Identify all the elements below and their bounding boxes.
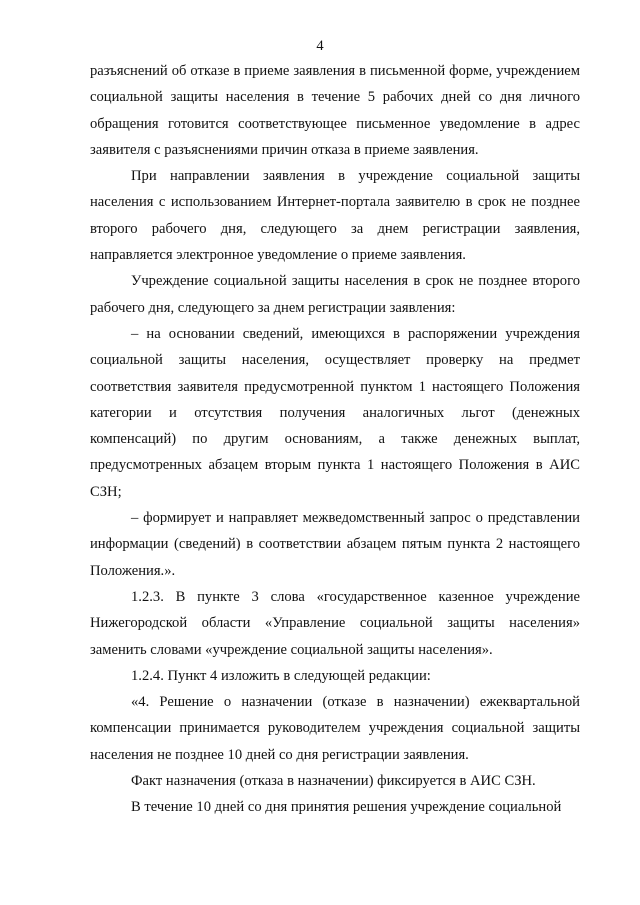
paragraph-internet-portal: При направлении заявления в учреждение социальной защиты населения с использованием Интернет-портала заявителю в срок не позднее второго рабочего дня, следующего за днем регистрации заявления, направляется электронное уведомление о приеме заявления. <box>90 168 580 264</box>
paragraph-decision-point-4: «4. Решение о назначении (отказе в назначении) ежеквартальной компенсации принимается руководителем учреждения социальной защиты населения не позднее 10 дней со дня регистрации заявления. <box>90 694 580 763</box>
document-body <box>90 58 580 821</box>
paragraph-clause-1-2-4: 1.2.4. Пункт 4 изложить в следующей редакции: <box>131 667 431 684</box>
paragraph-institution-deadline: Учреждение социальной защиты населения в срок не позднее второго рабочего дня, следующего за днем регистрации заявления: <box>90 273 580 316</box>
page-number: 4 <box>316 38 324 54</box>
paragraph-within-10-days: В течение 10 дней со дня принятия решения учреждение социальной <box>131 799 562 816</box>
list-item-interagency-request: – формирует и направляет межведомственный запрос о представлении информации (сведений) в соответствии абзацем пятым пункта 2 настоящего Положения.». <box>90 510 580 579</box>
paragraph-refusal-notice: разъяснений об отказе в приеме заявления в письменной форме, учреждением социальной защиты населения в течение 5 рабочих дней со дня личного обращения готовится соответствующее письменное уведомление в адрес заявителя с разъяснениями причин отказа в приеме заявления. <box>90 63 580 158</box>
paragraph-fact-recorded: Факт назначения (отказа в назначении) фиксируется в АИС СЗН. <box>131 773 536 790</box>
list-item-verification: – на основании сведений, имеющихся в распоряжении учреждения социальной защиты населения, осуществляет проверку на предмет соответствия заявителя предусмотренной пунктом 1 настоящего Положения категории и отсутствия получения аналогичных льгот (денежных компенсаций) по другим основаниям, а также денежных выплат, предусмотренных абзацем вторым пункта 1 настоящего Положения в АИС СЗН; <box>90 325 580 500</box>
paragraph-clause-1-2-3: 1.2.3. В пункте 3 слова «государственное казенное учреждение Нижегородской области «Управление социальной защиты населения» заменить словами «учреждение социальной защиты населения». <box>90 588 580 658</box>
